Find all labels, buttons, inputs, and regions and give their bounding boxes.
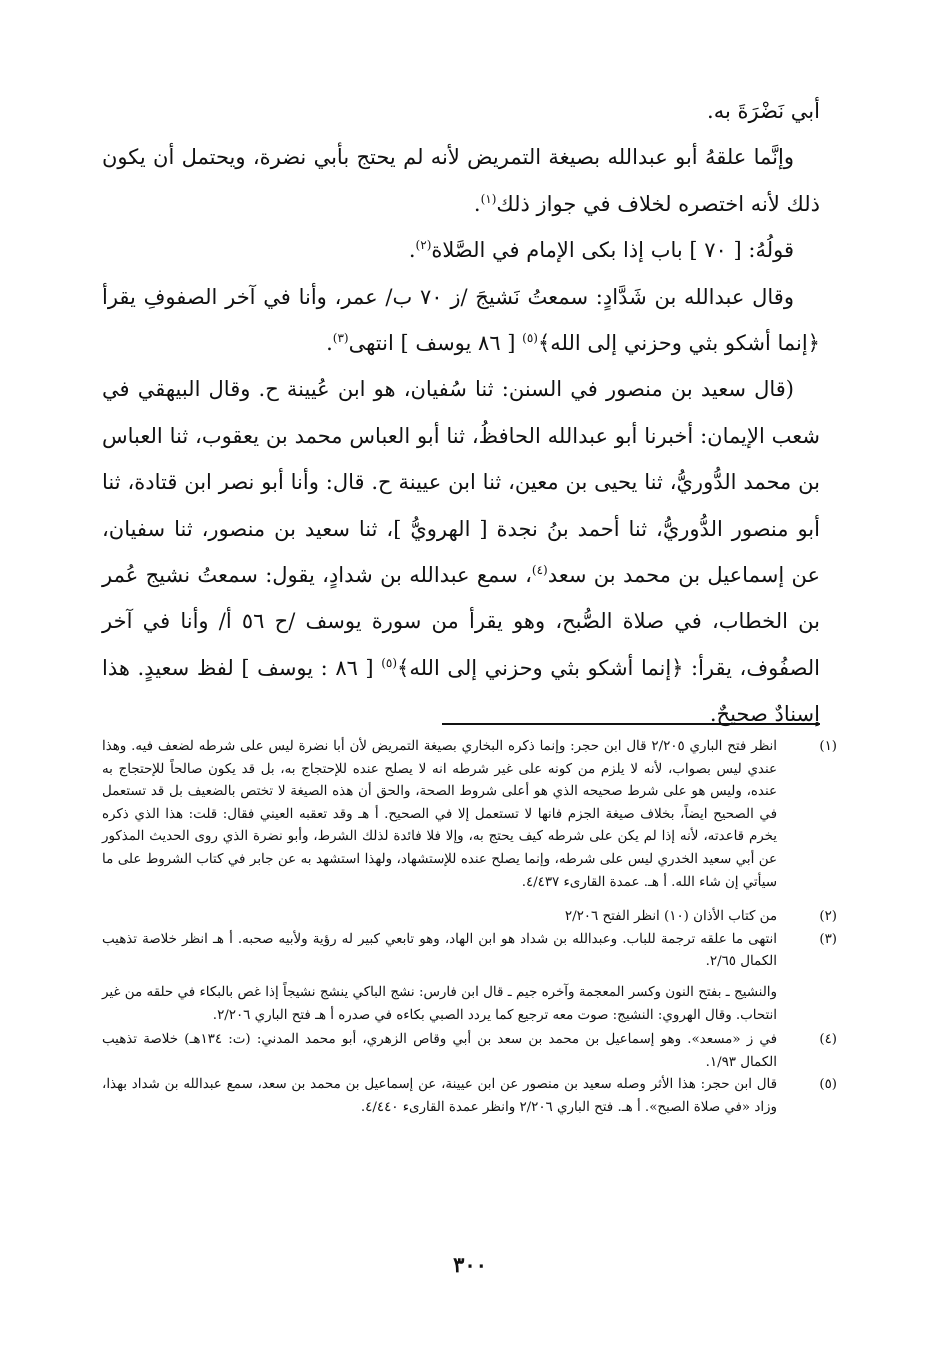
- paragraph-1: أبي نَضْرَةَ به.: [707, 99, 820, 123]
- footnote-number: (٥): [819, 1077, 837, 1093]
- footnote-number: (٤): [819, 1032, 837, 1048]
- footnote-3: [102, 929, 837, 974]
- main-text: [102, 88, 820, 738]
- footnote-number: (١): [819, 739, 837, 754]
- footnote-4: [102, 1029, 837, 1074]
- paragraph-5: (قال سعيد بن منصور في السنن: ثنا سُفيان، هو ابن عُيينة ح. وقال البيهقي في شعب الإيمان: أخبرنا أبو عبدالله الحافظُ، ثنا أبو العباس محمد بن يعقوب، ثنا العباس بن محمد الدُّوريُّ، ثنا يحيى بن معين، ثنا ابن عيينة ح. قال: وأنا أبو نصر ابن قتادة، ثنا أبو منصور الدُّوريُّ، ثنا أحمد بنُ نجدة [ الهرويُّ ]، ثنا سعيد بن منصور، ثنا سفيان، عن إسماعيل بن محمد بن سعد$^{(٤)}$، سمع عبدالله بن شدادٍ، يقول: سمعتُ نشيج عُمر بن الخطاب، في صلاة الصُّبح، وهو يقرأ من سورة يوسف /ح ٥٦ أ/ وأنا في آخر الصفُوف، يقرأ: ﴿إنما أشكو بثي وحزني إلى الله﴾$^{(٥)}$ [ ٨٦ : يوسف ] لفظ سعيدٍ. هذا إسنادٌ صحيحٌ.: [102, 377, 821, 727]
- footnote-3-continuation: [102, 982, 837, 1027]
- footnote-number: (٣): [819, 931, 837, 947]
- footnote-ref-2: (٢): [415, 238, 432, 253]
- footnote-text: انظر فتح الباري ٢/٢٠٥ قال ابن حجر: وإنما ذكره البخاري بصيغة التمريض لأن أبا نضرة ليس على شرطه لضعف فيه. وهذا عندي ليس بصواب، لأنه لا يلزم من كونه على غير شرطه انه لا يصلح عنده للإحتجاج به، بل قد يكون صالحاً للإحتجاج به عنده، وليس هو على شرط صحيحه الذي هو أعلى شروط الصحة، والحق أن هذه الصيغة لا تختص بالضعيف بل قد تستعمل في الصحيح ايضاً، بخلاف صيغة الجزم فانها لا تستعمل إلا في الصحيح. أ هـ وقد تعقبه العيني فقال: قلت: هذا الذي ذكره يخرم قاعدته، لأنه إذا لم يكن على شرطه كيف يحتج به، وإلا فلا فائدة لذلك الشرط، وأبو نضرة الذي روى الحديث المذكور عن أبي سعيد الخدري ليس على شرطه، وإنما يصلح عنده للإستشهاد، ولهذا استشهد به عن جابر في كتاب الشروط على ما سيأتي إن شاء الله. أ هـ. عمدة القارىء ٤/٤٣٧.: [102, 739, 777, 890]
- footnote-text: انتهى ما علقه ترجمة للباب. وعبدالله بن شداد هو ابن الهاد، وهو تابعي كبير له رؤية ولأبيه صحبه. أ هـ انظر خلاصة تذهيب الكمال ٢/٦٥.: [102, 931, 777, 970]
- footnotes: [102, 736, 837, 1120]
- paragraph-3-chapter-heading: قولُهُ: [ ٧٠ ] باب إذا بكى الإمام في الصَّلاة$^{(٢)}$.: [408, 238, 794, 263]
- footnote-2: [102, 906, 837, 929]
- footnote-text: قال ابن حجر: هذا الأثر وصله سعيد بن منصور عن ابن عيينة، عن إسماعيل بن محمد بن سعد، سمع عبدالله بن شداد بهذا، وزاد «في صلاة الصبح». أ هـ. فتح الباري ٢/٢٠٦ وانظر عمدة القارىء ٤/٤٤٠.: [102, 1077, 777, 1115]
- footnote-ref-4: (٤): [531, 563, 548, 578]
- page-number: ٣٠٠: [453, 1252, 487, 1277]
- footnote-ref-1: (١): [480, 191, 497, 206]
- paragraph-2: وإنَّما علقهُ أبو عبدالله بصيغة التمريض لأنه لم يحتج بأبي نضرة، ويحتمل أن يكون ذلك لأنه اختصره لخلاف في جواز ذلك$^{(١)}$.: [102, 145, 820, 216]
- footnote-5: [102, 1074, 837, 1119]
- footnote-text: من كتاب الأذان (١٠) انظر الفتح ٢/٢٠٦: [564, 909, 777, 925]
- footnote-ref-5a: (٥): [522, 331, 538, 346]
- footnote-text: والنشيج ـ بفتح النون وكسر المعجمة وآخره جيم ـ قال ابن فارس: نشج الباكي ينشج نشيجاً إذا غص بالبكاء في حلقه من غير انتحاب. وقال الهروي: النشيج: صوت معه ترجيع كما يردد الصبي بكاءه في صدره أ هـ فتح الباري ٢/٢٠٦.: [102, 984, 777, 1023]
- footnote-text: في ز «مسعد». وهو إسماعيل بن محمد بن سعد بن أبي وقاص الزهري، أبو محمد المدني: (ت: ١٣٤هـ) خلاصة تذهيب الكمال ١/٩٣.: [102, 1032, 777, 1070]
- footnote-ref-3: (٣): [332, 331, 349, 346]
- footnote-ref-5b: (٥): [381, 655, 398, 670]
- paragraph-4: وقال عبدالله بن شَدَّادٍ: سمعتُ نَشيجَ /ز ٧٠ ب/ عمر، وأنا في آخر الصفوفِ يقرأ ﴿إنما أشكو بثي وحزني إلى الله﴾$^{(٥)}$ [ ٨٦ يوسف ] انتهى$^{(٣)}$.: [102, 284, 820, 356]
- footnote-divider: [442, 723, 820, 725]
- footnote-number: (٢): [819, 909, 837, 925]
- footnote-1: [102, 736, 837, 894]
